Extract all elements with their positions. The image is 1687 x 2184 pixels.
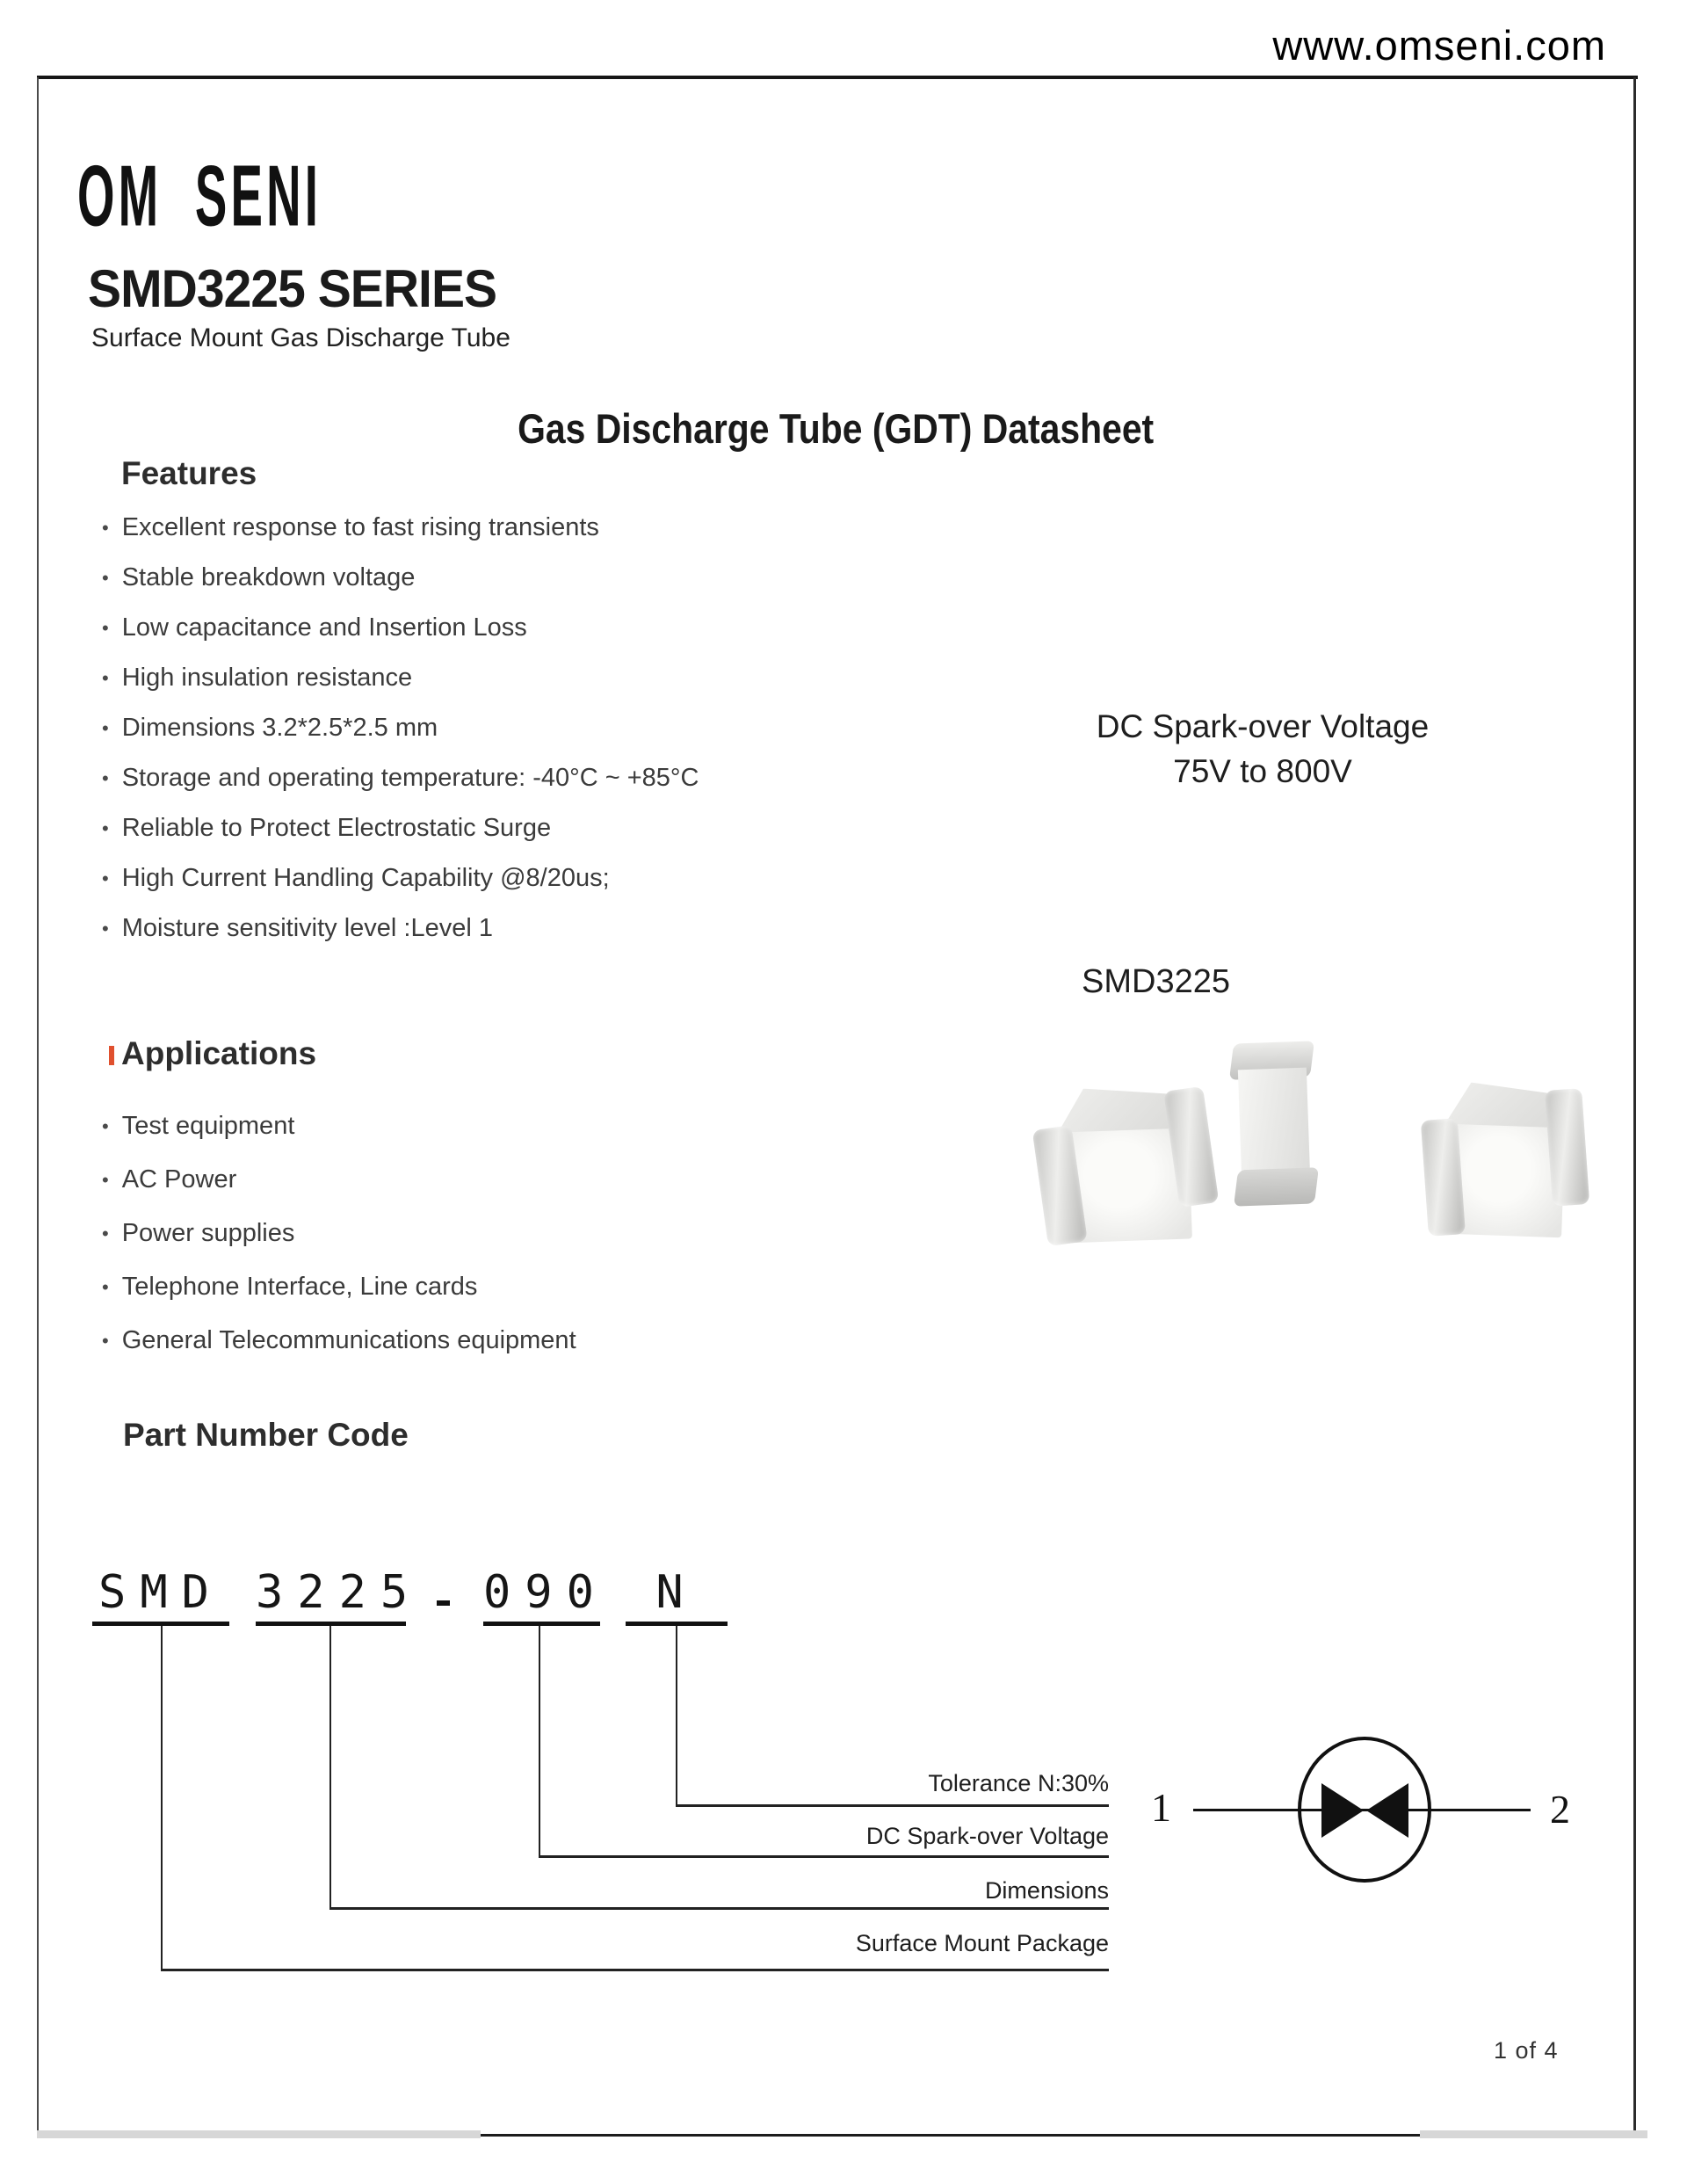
feature-text: High insulation resistance	[121, 664, 413, 692]
feature-item	[102, 853, 893, 903]
bullet-icon: •	[102, 666, 109, 689]
product-photo-label: SMD3225	[1082, 963, 1230, 1000]
callout-line	[329, 1907, 1109, 1910]
part-code-label-dimensions: Dimensions	[984, 1877, 1109, 1904]
applications-heading: Applications	[121, 1035, 317, 1071]
document-title-text: Gas Discharge Tube (GDT) Datasheet	[517, 405, 1155, 452]
feature-text: Stable breakdown voltage	[121, 563, 416, 591]
callout-line	[161, 1626, 163, 1969]
feature-item	[102, 503, 893, 553]
voltage-range-callout	[1043, 708, 1482, 790]
feature-text: Storage and operating temperature: -40°C ~ +85°C	[121, 764, 699, 792]
bullet-icon: •	[102, 516, 109, 539]
feature-text: Excellent response to fast rising transients	[121, 513, 599, 541]
callout-line	[161, 1969, 1109, 1971]
page-border-bottom-left	[37, 2130, 481, 2138]
page-border-bottom-right	[1420, 2130, 1647, 2138]
gdt-component-photo-2	[1229, 1041, 1319, 1206]
document-title	[37, 404, 1634, 453]
gdt-symbol-circle	[1298, 1737, 1431, 1883]
bullet-icon: •	[102, 766, 109, 789]
bullet-icon: •	[102, 1168, 109, 1191]
symbol-terminal-2: 2	[1550, 1787, 1570, 1832]
feature-item	[102, 653, 893, 703]
bullet-icon: •	[102, 1329, 109, 1352]
page-border-bottom	[481, 2134, 1420, 2137]
feature-item	[102, 603, 893, 653]
callout-line	[539, 1626, 540, 1855]
feature-item	[102, 803, 893, 853]
application-text: Telephone Interface, Line cards	[121, 1273, 478, 1301]
feature-text: Dimensions 3.2*2.5*2.5 mm	[121, 714, 438, 742]
page-border-left	[37, 77, 39, 2134]
applications-list	[102, 1099, 893, 1368]
part-code-segment-smd: SMD	[98, 1566, 223, 1619]
bullet-icon: •	[102, 917, 109, 940]
application-item	[102, 1314, 893, 1368]
part-code-segment-voltage: 090	[483, 1566, 608, 1619]
features-heading: Features	[121, 455, 257, 491]
voltage-range-line1: DC Spark-over Voltage	[1096, 708, 1430, 744]
bullet-icon: •	[102, 616, 109, 639]
part-number-heading: Part Number Code	[123, 1417, 409, 1453]
feature-text: Low capacitance and Insertion Loss	[121, 613, 527, 642]
part-code-segment-dimensions: 3225	[256, 1566, 423, 1619]
bullet-icon: •	[102, 867, 109, 889]
website-url: www.omseni.com	[1272, 22, 1606, 69]
top-rule	[37, 76, 1638, 79]
accent-tick	[109, 1046, 114, 1065]
company-logo: OM SENI	[77, 147, 322, 245]
series-subtitle: Surface Mount Gas Discharge Tube	[91, 323, 510, 352]
part-code-label-package: Surface Mount Package	[855, 1930, 1109, 1956]
bullet-icon: •	[102, 816, 109, 839]
page-number: 1 of 4	[1494, 2037, 1559, 2064]
application-item	[102, 1260, 893, 1314]
gdt-component-photo-3	[1423, 1081, 1588, 1243]
features-list	[102, 503, 893, 954]
feature-item	[102, 553, 893, 603]
feature-text: Moisture sensitivity level :Level 1	[121, 914, 493, 942]
application-item	[102, 1153, 893, 1207]
bullet-icon: •	[102, 1222, 109, 1244]
feature-item	[102, 703, 893, 753]
gdt-symbol-triangle-left	[1321, 1783, 1364, 1838]
component-metal-cap	[1234, 1168, 1319, 1207]
feature-text: Reliable to Protect Electrostatic Surge	[121, 814, 552, 842]
part-code-label-tolerance: Tolerance N:30%	[928, 1770, 1109, 1796]
application-text: Power supplies	[121, 1219, 295, 1247]
part-code-label-voltage: DC Spark-over Voltage	[865, 1823, 1109, 1849]
part-code-underline	[483, 1622, 600, 1626]
feature-item	[102, 753, 893, 803]
bullet-icon: •	[102, 716, 109, 739]
callout-line	[676, 1804, 1109, 1807]
feature-item	[102, 903, 893, 954]
bullet-icon: •	[102, 1275, 109, 1298]
bullet-icon: •	[102, 1114, 109, 1137]
callout-line	[329, 1626, 331, 1907]
callout-line	[539, 1855, 1109, 1858]
page-border-right	[1633, 77, 1636, 2134]
bullet-icon: •	[102, 566, 109, 589]
component-metal-cap	[1545, 1088, 1589, 1206]
feature-text: High Current Handling Capability @8/20us;	[121, 864, 610, 892]
application-text: General Telecommunications equipment	[121, 1326, 576, 1354]
application-text: Test equipment	[121, 1112, 295, 1140]
series-title: SMD3225 SERIES	[88, 259, 497, 318]
part-code-segment-tolerance: N	[655, 1566, 698, 1619]
symbol-terminal-1: 1	[1151, 1785, 1171, 1830]
component-ceramic-body	[1237, 1067, 1310, 1177]
voltage-range-line2: 75V to 800V	[1173, 753, 1352, 789]
application-text: AC Power	[121, 1165, 237, 1194]
application-item	[102, 1099, 893, 1153]
application-item	[102, 1207, 893, 1260]
gdt-component-photo-1	[1037, 1085, 1214, 1249]
gdt-symbol-triangle-right	[1366, 1783, 1408, 1838]
part-code-separator	[437, 1600, 450, 1606]
